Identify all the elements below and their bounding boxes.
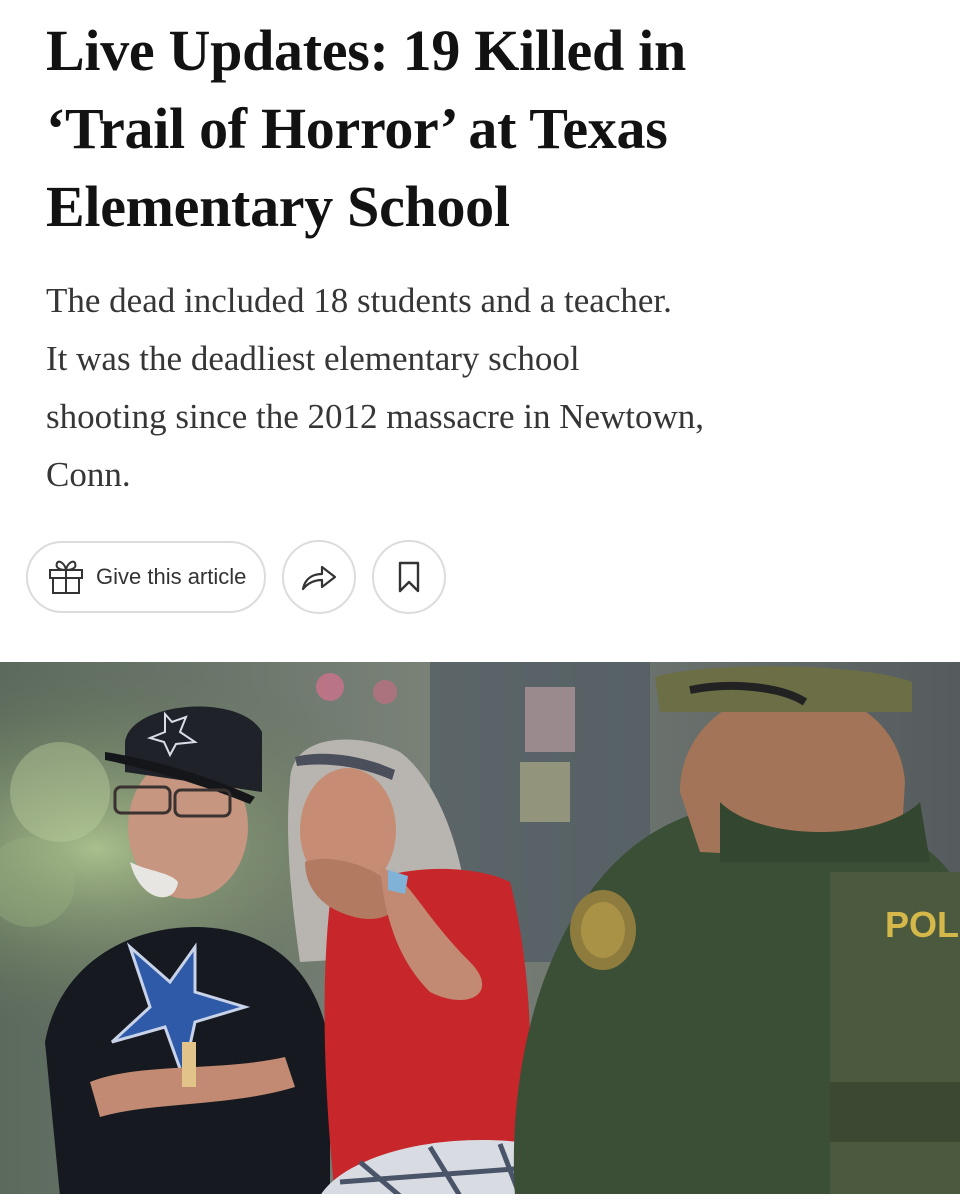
save-button[interactable] xyxy=(372,540,446,614)
share-icon xyxy=(301,562,337,592)
share-button[interactable] xyxy=(282,540,356,614)
summary-line: shooting since the 2012 massacre in Newtown, xyxy=(46,397,705,436)
bookmark-icon xyxy=(397,561,421,593)
article-headline xyxy=(46,12,926,246)
article-summary xyxy=(46,272,926,504)
gift-icon xyxy=(46,557,86,597)
headline-line: Live Updates: 19 Killed in xyxy=(46,18,686,83)
summary-line: Conn. xyxy=(46,455,131,494)
give-article-label: Give this article xyxy=(96,564,247,589)
vest-lettering: POL xyxy=(885,904,960,945)
bottom-edge xyxy=(0,1194,960,1200)
summary-line: It was the deadliest elementary school xyxy=(46,339,580,378)
article-actions xyxy=(26,540,446,614)
give-article-button[interactable] xyxy=(26,541,266,613)
summary-line: The dead included 18 students and a teacher. xyxy=(46,281,672,320)
headline-line: Elementary School xyxy=(46,174,510,239)
article-photo xyxy=(0,662,960,1196)
headline-line: ‘Trail of Horror’ at Texas xyxy=(46,96,668,161)
